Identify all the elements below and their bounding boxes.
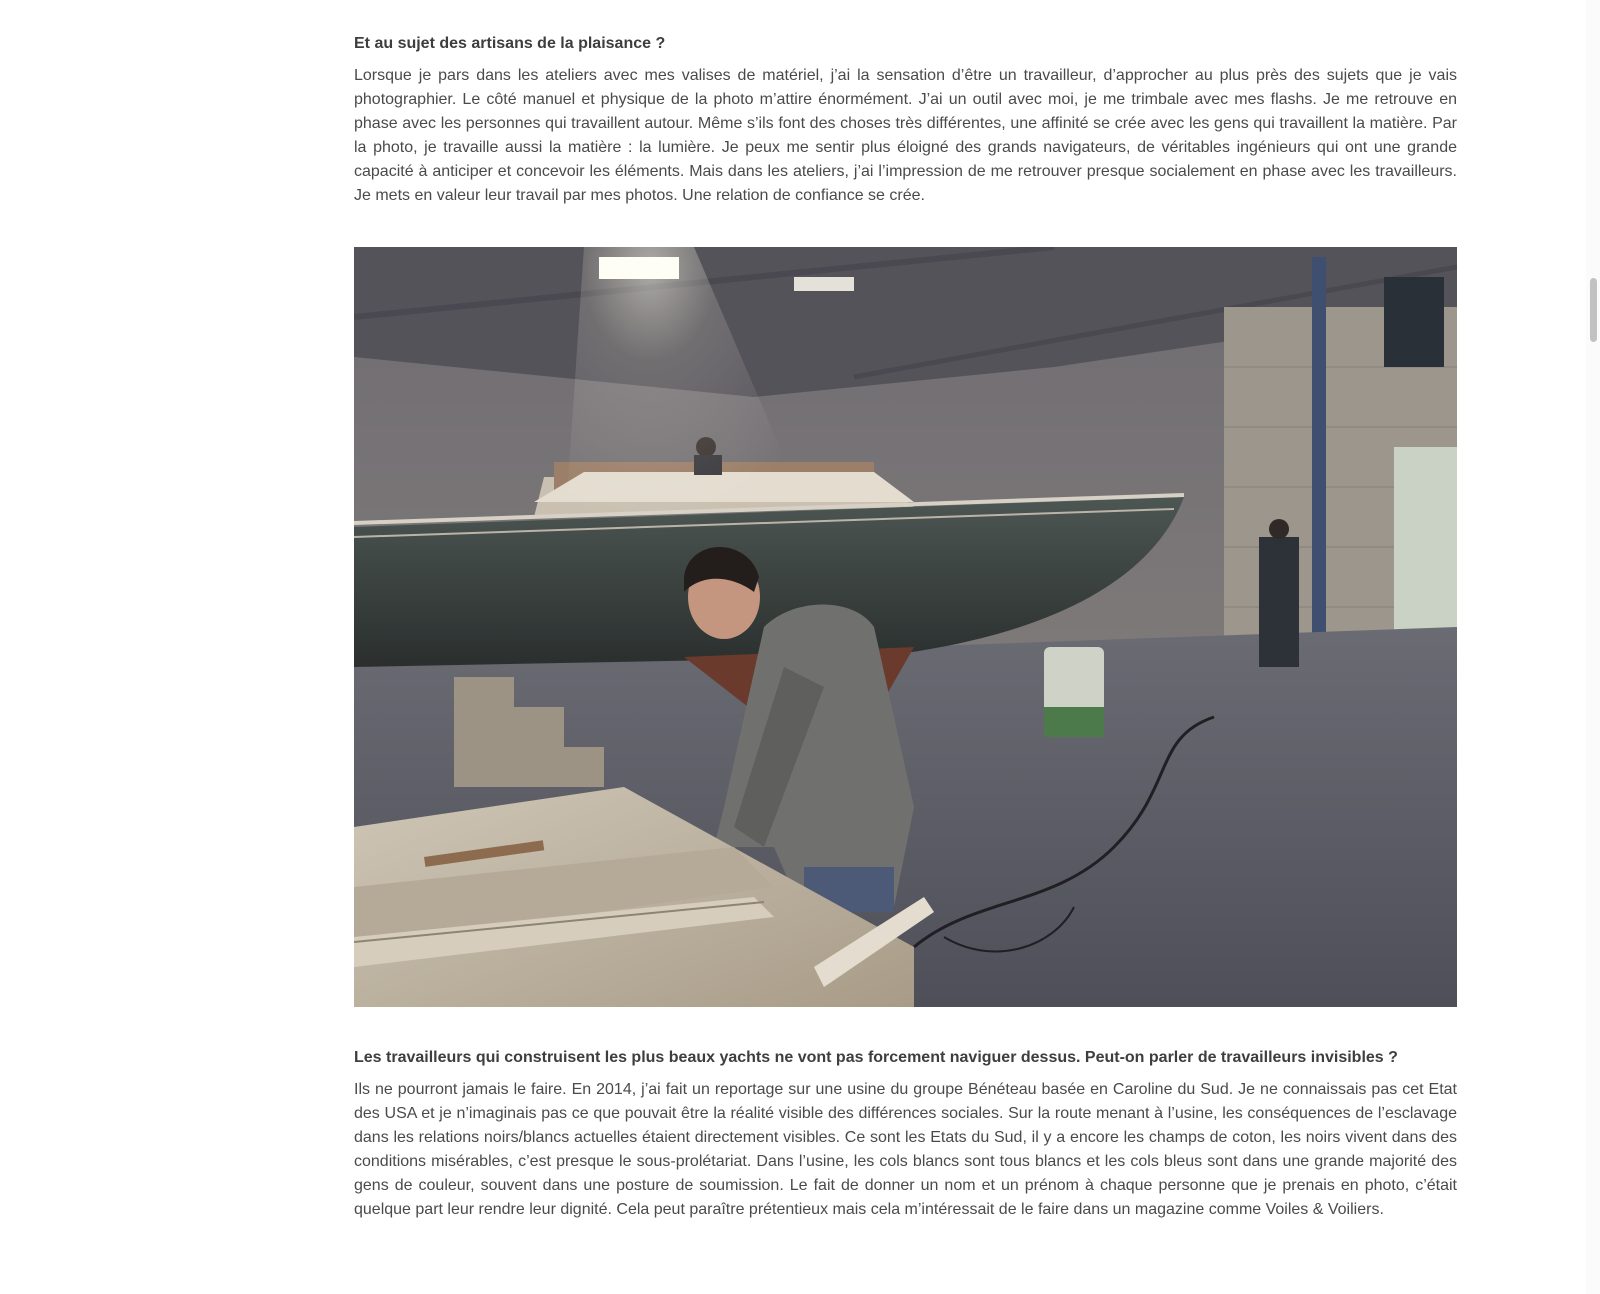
section-1-question: Et au sujet des artisans de la plaisance ? <box>354 35 666 52</box>
section-1 <box>354 34 1457 208</box>
section-1-answer: Lorsque je pars dans les ateliers avec mes valises de matériel, j’ai la sensation d’être un travailleur, d’approcher au plus près des sujets que je vais photographier. Le côté manuel et physique de la photo m’attire énormément. J’ai un outil avec moi, je me trimbale avec mes flashs. Je me retrouve en phase avec les personnes qui travaillent autour. Même s’ils font des choses très différentes, une affinité se crée avec les gens qui travaillent la matière. Par la photo, je travaille aussi la matière : la lumière. Je peux me sentir plus éloigné des grands navigateurs, de véritables ingénieurs qui ont une grande capacité à anticiper et concevoir les éléments. Mais dans les ateliers, j’ai l’impression de me retrouver presque socialement en phase avec les travailleurs. Je mets en valeur leur travail par mes photos. Une relation de confiance se crée. <box>354 67 1457 204</box>
section-2 <box>354 1048 1457 1222</box>
scrollbar-thumb[interactable] <box>1590 278 1597 342</box>
article-photo <box>354 247 1457 1007</box>
workshop-photo-illustration <box>354 247 1457 1007</box>
section-2-answer: Ils ne pourront jamais le faire. En 2014, j’ai fait un reportage sur une usine du groupe Bénéteau basée en Caroline du Sud. Je ne connaissais pas cet Etat des USA et je n’imaginais pas ce que pouvait être la réalité visible des différences sociales. Sur la route menant à l’usine, les conséquences de l’esclavage dans les relations noirs/blancs actuelles étaient directement visibles. Ce sont les Etats du Sud, il y a encore les champs de coton, les noirs vivent dans des conditions misérables, c’est presque le sous-prolétariat. Dans l’usine, les cols blancs sont tous blancs et les cols bleus sont dans une grande majorité des gens de couleur, souvent dans une posture de soumission. Le fait de donner un nom et un prénom à chaque personne que je prenais en photo, c’était quelque part leur rendre leur dignité. Cela peut paraître prétentieux mais cela m’intéressait de le faire dans un magazine comme Voiles & Voiliers. <box>354 1081 1457 1218</box>
page-scrollbar[interactable] <box>1586 0 1600 1294</box>
section-2-question: Les travailleurs qui construisent les plus beaux yachts ne vont pas forcement naviguer dessus. Peut-on parler de travailleurs invisibles ? <box>354 1049 1398 1066</box>
